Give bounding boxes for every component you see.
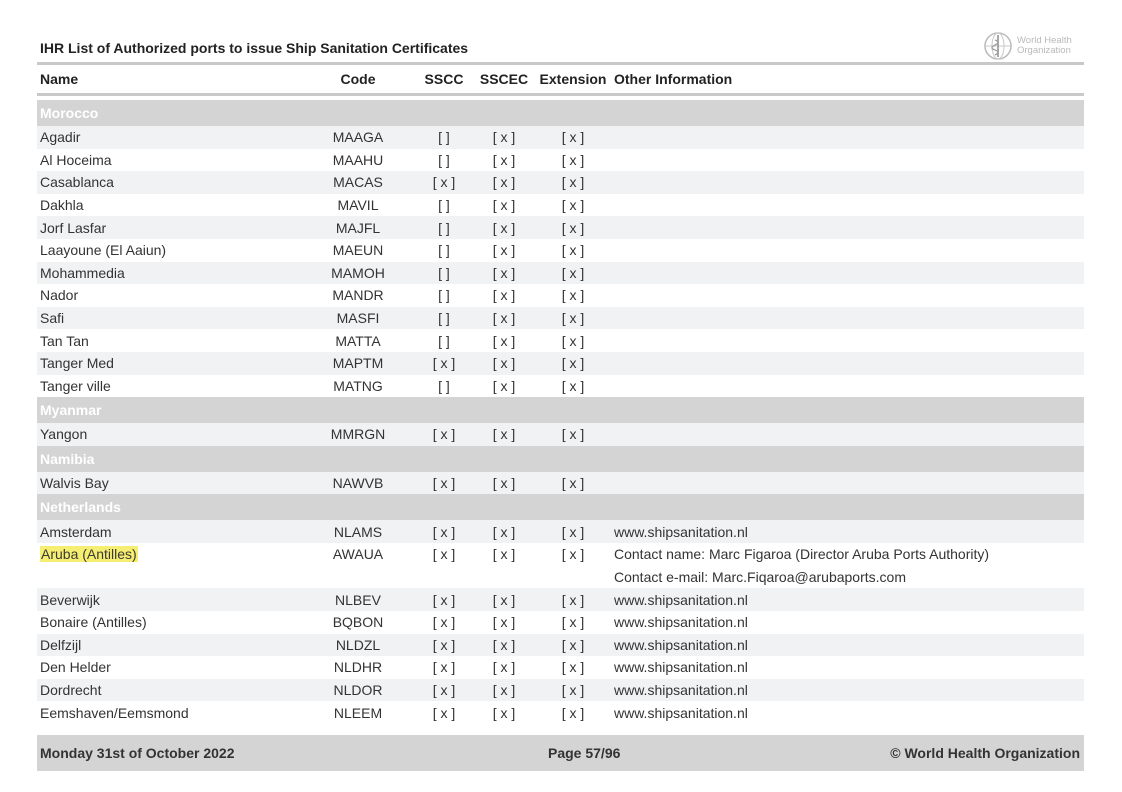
sscc-mark: [ x ] [432, 475, 456, 492]
ports-table-body [37, 100, 1084, 724]
extension-mark: [ x ] [561, 174, 585, 191]
port-code: MAJFL [335, 219, 381, 236]
other-information-line: www.shipsanitation.nl [614, 636, 748, 653]
sscc-mark: [ x ] [432, 174, 456, 191]
sscc-mark: [ ] [438, 151, 450, 168]
port-name: Jorf Lasfar [40, 219, 107, 236]
other-information-line: Contact e-mail: Marc.Fiqaroa@arubaports.com [614, 568, 906, 585]
sscc-mark: [ ] [438, 242, 450, 259]
port-code: MATTA [335, 332, 381, 349]
port-code: MATNG [333, 377, 383, 394]
page-footer [37, 735, 1084, 771]
table-row [37, 329, 1084, 352]
extension-mark: [ x ] [561, 523, 585, 540]
country-name: Netherlands [40, 499, 121, 516]
table-row [37, 679, 1084, 702]
sscec-mark: [ x ] [492, 174, 516, 191]
table-row [37, 216, 1084, 239]
port-name: Tanger Med [40, 355, 114, 372]
table-header [37, 66, 1084, 92]
sscec-mark: [ x ] [492, 129, 516, 146]
sscc-mark: [ x ] [432, 659, 456, 676]
column-header-code: Code [340, 71, 376, 87]
port-code: MAVIL [337, 197, 379, 214]
extension-mark: [ x ] [561, 475, 585, 492]
sscc-mark: [ ] [438, 129, 450, 146]
table-row [37, 352, 1084, 375]
table-row [37, 472, 1084, 495]
port-name: Tanger ville [40, 377, 111, 394]
sscc-mark: [ x ] [432, 682, 456, 699]
header-rule-bottom [37, 93, 1084, 96]
table-row [37, 423, 1084, 446]
sscec-mark: [ x ] [492, 426, 516, 443]
country-group-header [37, 100, 1084, 126]
port-code: MASFI [336, 310, 380, 327]
port-code: MMRGN [330, 426, 386, 443]
extension-mark: [ x ] [561, 546, 585, 563]
sscc-mark: [ ] [438, 264, 450, 281]
port-code: MAEUN [332, 242, 384, 259]
sscc-mark: [ ] [438, 332, 450, 349]
port-name: Dakhla [40, 197, 84, 214]
port-name: Tan Tan [40, 332, 89, 349]
table-row [37, 701, 1084, 724]
sscec-mark: [ x ] [492, 287, 516, 304]
sscec-mark: [ x ] [492, 682, 516, 699]
sscc-mark: [ x ] [432, 426, 456, 443]
extension-mark: [ x ] [561, 197, 585, 214]
table-row [37, 375, 1084, 398]
port-code: NLDHR [333, 659, 383, 676]
port-code: NLDZL [335, 636, 381, 653]
other-information [614, 656, 748, 679]
port-code: NLBEV [335, 591, 381, 608]
port-code: NLAMS [333, 523, 383, 540]
other-information-line: www.shipsanitation.nl [614, 523, 748, 540]
port-name: Mohammedia [40, 264, 125, 281]
sscc-mark: [ ] [438, 287, 450, 304]
extension-mark: [ x ] [561, 636, 585, 653]
column-header-name: Name [40, 71, 79, 87]
table-row [37, 611, 1084, 634]
sscec-mark: [ x ] [492, 523, 516, 540]
port-code: NLDOR [333, 682, 383, 699]
country-group-header [37, 397, 1084, 423]
extension-mark: [ x ] [561, 591, 585, 608]
sscc-mark: [ x ] [432, 355, 456, 372]
sscc-mark: [ x ] [432, 614, 456, 631]
footer-date: Monday 31st of October 2022 [40, 745, 235, 761]
column-header-extension: Extension [539, 71, 607, 87]
port-name: Dordrecht [40, 682, 102, 699]
port-name: Safi [40, 310, 65, 327]
sscc-mark: [ ] [438, 310, 450, 327]
sscec-mark: [ x ] [492, 355, 516, 372]
sscec-mark: [ x ] [492, 264, 516, 281]
port-name: Al Hoceima [40, 151, 112, 168]
table-row [37, 149, 1084, 172]
port-name: Eemshaven/Eemsmond [40, 704, 189, 721]
port-name: Beverwijk [40, 591, 100, 608]
extension-mark: [ x ] [561, 682, 585, 699]
port-name: Amsterdam [40, 523, 112, 540]
port-name: Agadir [40, 129, 81, 146]
country-name: Namibia [40, 450, 95, 467]
footer-page-number: Page 57/96 [548, 745, 621, 761]
other-information [614, 611, 748, 634]
sscec-mark: [ x ] [492, 614, 516, 631]
sscec-mark: [ x ] [492, 659, 516, 676]
port-name: Yangon [40, 426, 88, 443]
port-code: AWAUA [332, 546, 384, 563]
port-name: Nador [40, 287, 79, 304]
port-name: Den Helder [40, 659, 111, 676]
other-information-line: Contact name: Marc Figaroa (Director Aruba Ports Authority) [614, 546, 990, 563]
column-header-sscec: SSCEC [479, 71, 529, 87]
port-name: Casablanca [40, 174, 114, 191]
other-information-line: www.shipsanitation.nl [614, 614, 748, 631]
country-group-header [37, 446, 1084, 472]
sscec-mark: [ x ] [492, 197, 516, 214]
sscc-mark: [ x ] [432, 546, 456, 563]
table-row [37, 171, 1084, 194]
port-code: NLEEM [333, 704, 383, 721]
other-information [614, 543, 989, 589]
sscc-mark: [ ] [438, 377, 450, 394]
table-row [37, 656, 1084, 679]
extension-mark: [ x ] [561, 242, 585, 259]
sscec-mark: [ x ] [492, 151, 516, 168]
port-code: MACAS [333, 174, 383, 191]
sscec-mark: [ x ] [492, 242, 516, 259]
extension-mark: [ x ] [561, 264, 585, 281]
extension-mark: [ x ] [561, 219, 585, 236]
port-code: MAAHU [332, 151, 384, 168]
other-information-line: www.shipsanitation.nl [614, 682, 748, 699]
table-row [37, 543, 1084, 589]
other-information-line: www.shipsanitation.nl [614, 659, 748, 676]
who-emblem-icon [983, 31, 1013, 61]
sscec-mark: [ x ] [492, 475, 516, 492]
table-row [37, 194, 1084, 217]
extension-mark: [ x ] [561, 129, 585, 146]
other-information [614, 588, 748, 611]
other-information [614, 520, 748, 543]
extension-mark: [ x ] [561, 614, 585, 631]
sscc-mark: [ ] [438, 219, 450, 236]
extension-mark: [ x ] [561, 426, 585, 443]
other-information [614, 634, 748, 657]
port-code: MAPTM [332, 355, 384, 372]
extension-mark: [ x ] [561, 704, 585, 721]
other-information [614, 679, 748, 702]
port-name [40, 543, 138, 566]
table-row [37, 634, 1084, 657]
sscec-mark: [ x ] [492, 310, 516, 327]
who-logo-line: Organization [1017, 45, 1071, 56]
sscc-mark: [ ] [438, 197, 450, 214]
other-information-line: www.shipsanitation.nl [614, 591, 748, 608]
sscec-mark: [ x ] [492, 704, 516, 721]
table-row [37, 520, 1084, 543]
port-name: Delfzijl [40, 636, 82, 653]
country-name: Morocco [40, 105, 99, 121]
sscec-mark: [ x ] [492, 332, 516, 349]
sscc-mark: [ x ] [432, 704, 456, 721]
extension-mark: [ x ] [561, 151, 585, 168]
table-row [37, 262, 1084, 285]
sscec-mark: [ x ] [492, 546, 516, 563]
header-rule-top [37, 62, 1084, 65]
who-logo-line: World Health [1017, 35, 1072, 46]
port-name: Laayoune (El Aaiun) [40, 242, 167, 259]
port-code: BQBON [332, 614, 384, 631]
footer-copyright: © World Health Organization [890, 745, 1080, 761]
table-row [37, 307, 1084, 330]
other-information [614, 701, 748, 724]
sscec-mark: [ x ] [492, 636, 516, 653]
extension-mark: [ x ] [561, 332, 585, 349]
sscec-mark: [ x ] [492, 591, 516, 608]
column-header-sscc: SSCC [424, 71, 464, 87]
port-code: MAAGA [332, 129, 384, 146]
port-code: MAMOH [331, 264, 385, 281]
table-row [37, 126, 1084, 149]
extension-mark: [ x ] [561, 355, 585, 372]
sscec-mark: [ x ] [492, 219, 516, 236]
sscec-mark: [ x ] [492, 377, 516, 394]
port-name: Walvis Bay [40, 475, 109, 492]
table-row [37, 588, 1084, 611]
document-title: IHR List of Authorized ports to issue Ship Sanitation Certificates [40, 40, 469, 56]
other-information-line: www.shipsanitation.nl [614, 704, 748, 721]
extension-mark: [ x ] [561, 287, 585, 304]
port-name: Bonaire (Antilles) [40, 614, 147, 631]
extension-mark: [ x ] [561, 377, 585, 394]
who-logo-text [1017, 36, 1072, 56]
who-logo [983, 31, 1083, 61]
port-code: NAWVB [332, 475, 384, 492]
country-name: Myanmar [40, 402, 102, 419]
port-code: MANDR [332, 287, 384, 304]
table-row [37, 284, 1084, 307]
column-header-other-information: Other Information [614, 71, 733, 87]
table-row [37, 239, 1084, 262]
sscc-mark: [ x ] [432, 636, 456, 653]
highlighted-port-name: Aruba (Antilles) [41, 546, 137, 563]
sscc-mark: [ x ] [432, 523, 456, 540]
extension-mark: [ x ] [561, 659, 585, 676]
country-group-header [37, 494, 1084, 520]
sscc-mark: [ x ] [432, 591, 456, 608]
extension-mark: [ x ] [561, 310, 585, 327]
